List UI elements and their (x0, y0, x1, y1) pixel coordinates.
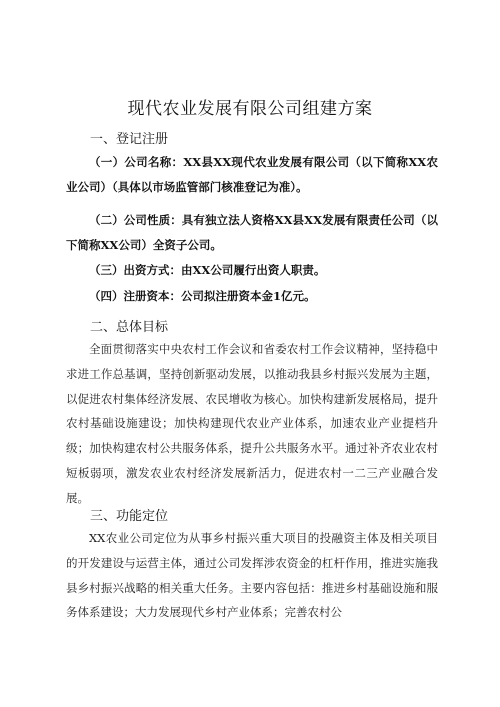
paragraph-registered-capital: （四）注册资本：公司拟注册资本金1亿元。 (89, 289, 316, 303)
paragraph-company-name: （一）公司名称：XX县XX现代农业发展有限公司（以下简称XX农业公司）（具体以市场监管部门核准登记为准）。 (66, 155, 438, 194)
section-heading-2: 二、总体目标 (90, 320, 169, 335)
document-title: 现代农业发展有限公司组建方案 (127, 99, 373, 119)
paragraph-overall-goal: 全面贯彻落实中央农村工作会议和省委农村工作会议精神，坚持稳中求进工作总基调，坚持创新驱动发展，以推动我县乡村振兴发展为主题，以促进农村集体经济发展、农民增收为核心。加快构建新发展格局，提升农村基础设施建设；加快构建现代农业产业体系，加速农业产业提档升级；加快构建农村公共服务体系，提升公共服务水平。通过补齐农业农村短板弱项，激发农业农村经济发展新活力，促进农村一二三产业融合发展。 (66, 342, 438, 505)
paragraph-company-nature: （二）公司性质：具有独立法人资格XX县XX发展有限责任公司（以下简称XX公司）全资子公司。 (66, 213, 438, 252)
section-heading-3: 三、功能定位 (90, 509, 169, 524)
paragraph-function-positioning: XX农业公司定位为从事乡村振兴重大项目的投融资主体及相关项目的开发建设与运营主体，通过公司发挥涉农资金的杠杆作用，推进实施我县乡村振兴战略的相关重大任务。主要内容包括：推进乡村基础设施和服务体系建设；大力发展现代乡村产业体系；完善农村公 (66, 531, 438, 620)
paragraph-contribution: （三）出资方式：由XX公司履行出资人职责。 (89, 263, 326, 277)
section-heading-1: 一、登记注册 (90, 132, 169, 147)
